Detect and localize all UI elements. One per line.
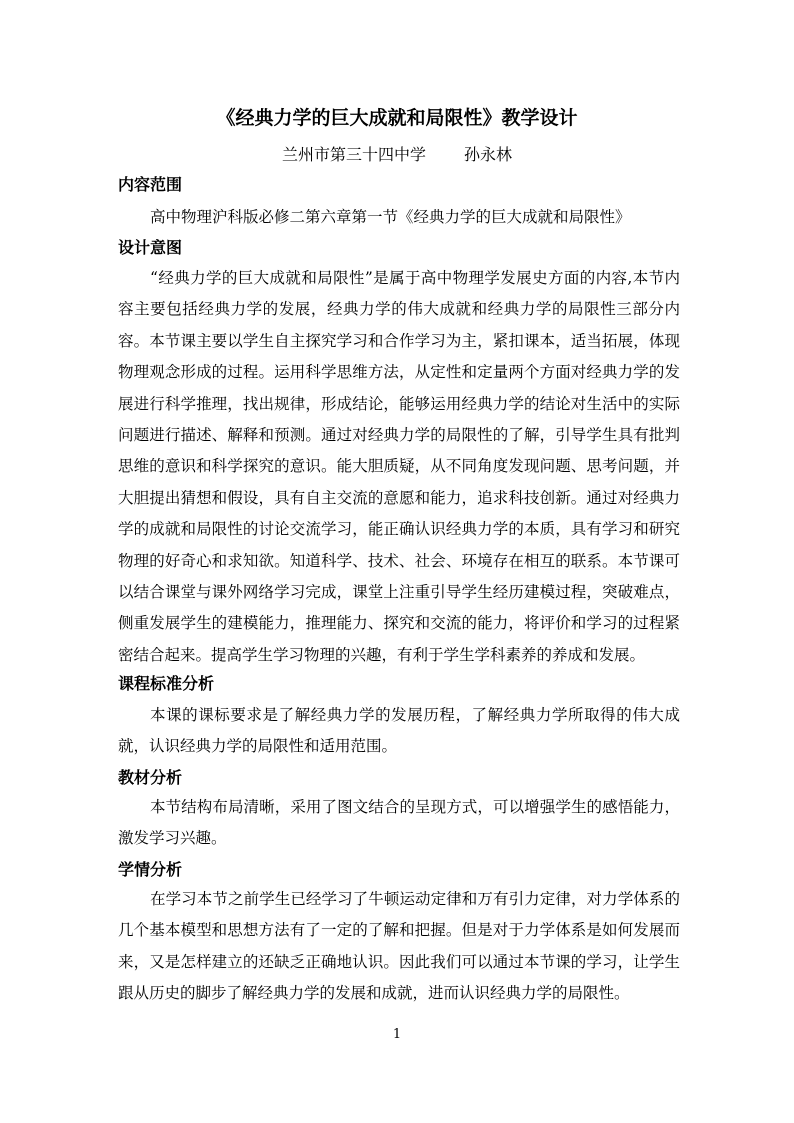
author-name: 孙永林 (464, 145, 513, 164)
school-name: 兰州市第三十四中学 (281, 145, 426, 164)
section-heading-textbook-analysis: 教材分析 (118, 768, 183, 787)
section-heading-learner-analysis: 学情分析 (118, 860, 183, 879)
document-title: 《经典力学的巨大成就和局限性》教学设计 (216, 107, 578, 129)
section-heading-curriculum-standard: 课程标准分析 (118, 674, 215, 693)
section-paragraph-curriculum-standard: 本课的课标要求是了解经典力学的发展历程，了解经典力学所取得的伟大成就，认识经典力学的局限性和适用范围。 (118, 706, 680, 756)
section-paragraph-content-scope: 高中物理沪科版必修二第六章第一节《经典力学的巨大成就和局限性》 (150, 208, 631, 226)
section-heading-design-intent: 设计意图 (118, 238, 183, 257)
page-number: 1 (392, 1027, 402, 1042)
author-line (0, 142, 794, 168)
section-paragraph-textbook-analysis: 本节结构布局清晰，采用了图文结合的呈现方式，可以增强学生的感悟能力，激发学习兴趣。 (118, 798, 680, 848)
section-paragraph-design-intent: “经典力学的巨大成就和局限性”是属于高中物理学发展史方面的内容,本节内容主要包括经典力学的发展，经典力学的伟大成就和经典力学的局限性三部分内容。本节课主要以学生自主探究学习和合作学习为主，紧扣课本，适当拓展，体现物理观念形成的过程。运用科学思维方法，从定性和定量两个方面对经典力学的发展进行科学推理，找出规律，形成结论，能够运用经典力学的结论对生活中的实际问题进行描述、解释和预测。通过对经典力学的局限性的了解，引导学生具有批判思维的意识和科学探究的意识。能大胆质疑，从不同角度发现问题、思考问题，并大胆提出猜想和假设，具有自主交流的意愿和能力，追求科技创新。通过对经典力学的成就和局限性的讨论交流学习，能正确认识经典力学的本质，具有学习和研究物理的好奇心和求知欲。知道科学、技术、社会、环境存在相互的联系。本节课可以结合课堂与课外网络学习完成，课堂上注重引导学生经历建模过程，突破难点，侧重发展学生的建模能力，推理能力、探究和交流的能力，将评价和学习的过程紧密结合起来。提高学生学习物理的兴趣，有利于学生学科素养的养成和发展。 (118, 269, 680, 664)
section-heading-content-scope: 内容范围 (118, 175, 183, 194)
section-paragraph-learner-analysis: 在学习本节之前学生已经学习了牛顿运动定律和万有引力定律，对力学体系的几个基本模型和思想方法有了一定的了解和把握。但是对于力学体系是如何发展而来，又是怎样建立的还缺乏正确地认识。因此我们可以通过本节课的学习，让学生跟从历史的脚步了解经典力学的发展和成就，进而认识经典力学的局限性。 (118, 890, 680, 1003)
